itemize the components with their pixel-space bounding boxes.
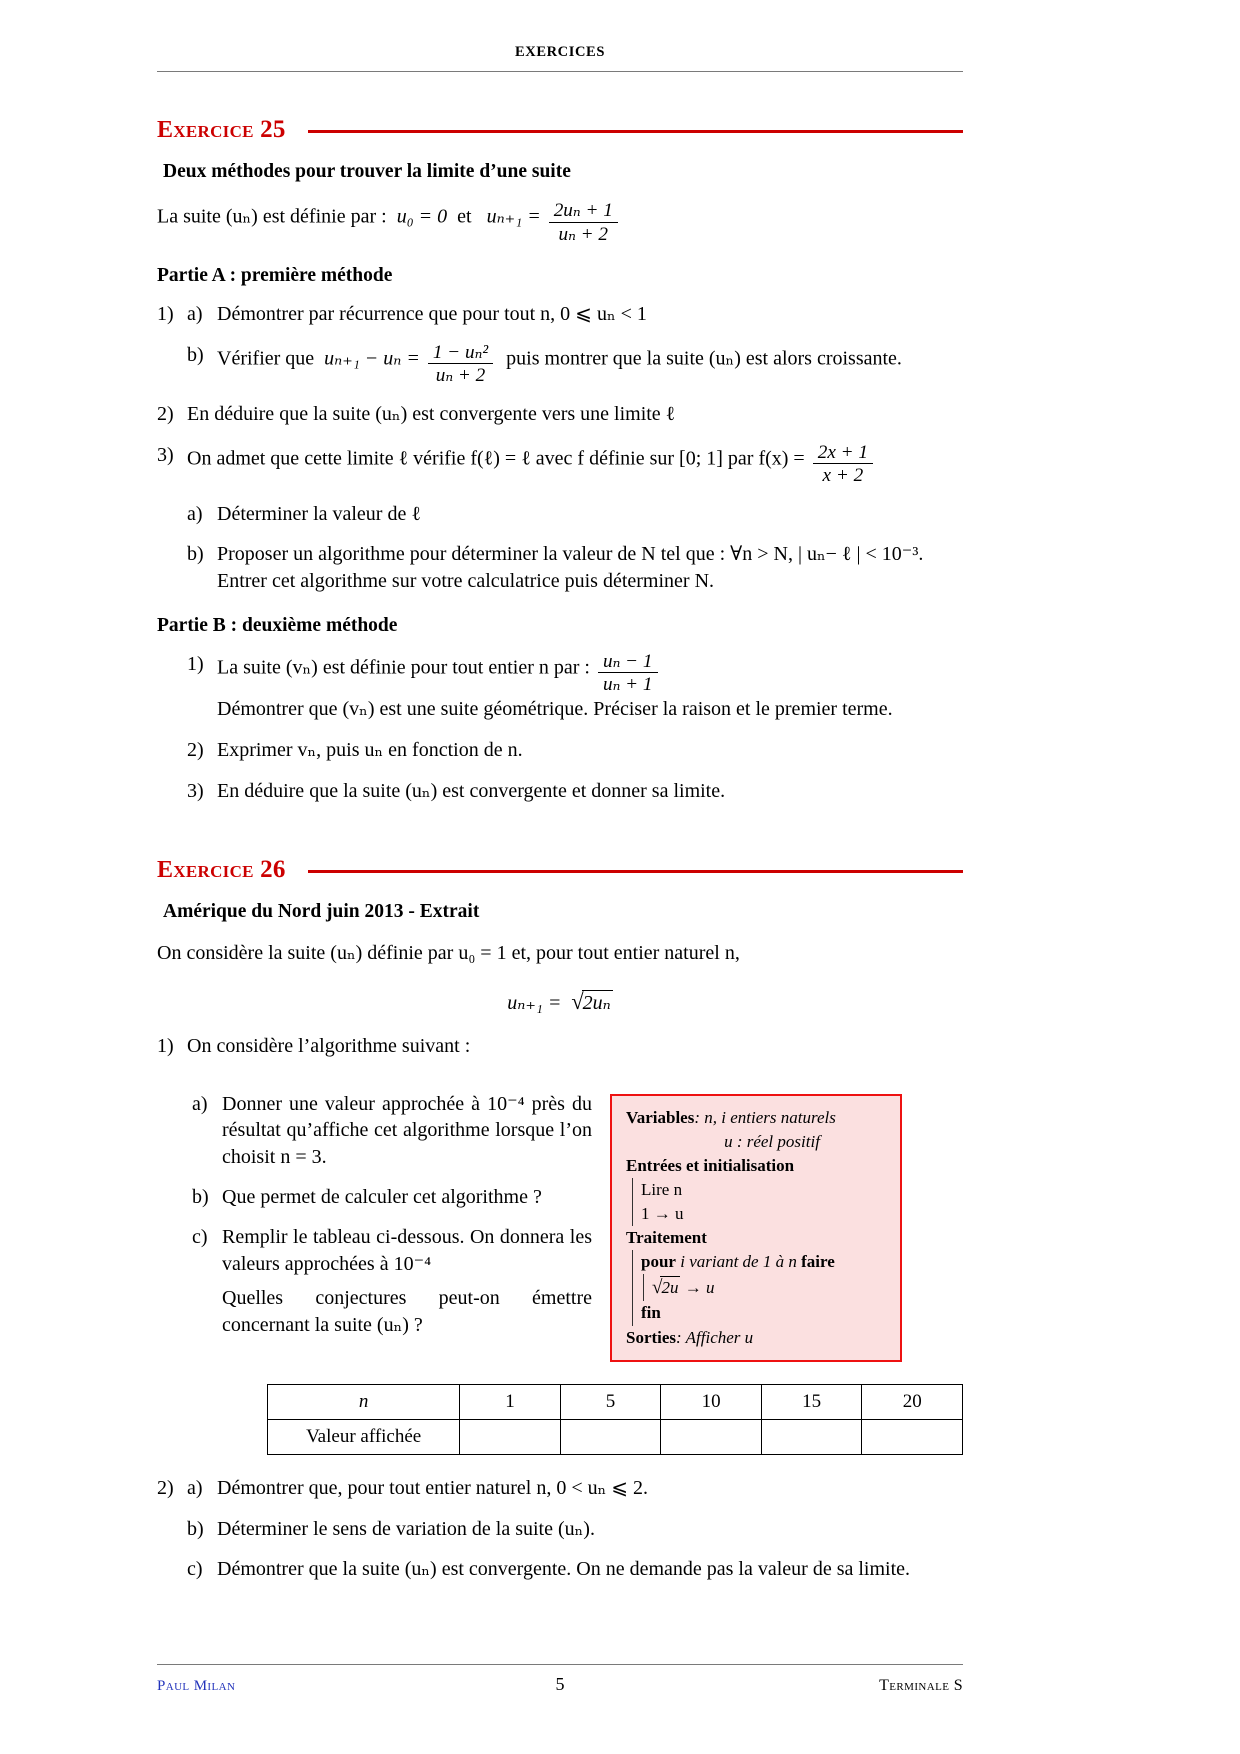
exercise-26-q1c-line2: Quelles conjectures peut-on émettre concernant la suite (uₙ) ? [222,1287,592,1337]
table-header-col-4: 20 [862,1384,963,1419]
part-b-q1 [187,651,963,723]
exercise-25-definition [157,200,963,245]
algorithm-sorties-value: : Afficher u [676,1327,754,1347]
table-header-col-0: 1 [460,1384,561,1419]
part-a-q1b [187,342,963,387]
exercise-26-q1a-text: Donner une valeur approchée à 10⁻⁴ près du résultat qu’affiche cet algorithme lorsque l’on choisit n = 3. [222,1092,592,1169]
footer-page-number: 5 [555,1674,565,1694]
part-a-q2 [157,401,963,428]
part-a-q3-fraction-denominator: x + 2 [813,463,873,487]
page-content [157,0,963,1583]
values-table [267,1384,963,1455]
table-header-col-2: 10 [661,1384,762,1419]
part-b-q1-line1 [217,651,963,696]
part-b-q1-text: La suite (vₙ) est définie pour tout entier n par : [217,656,590,679]
table-cell-2[interactable] [661,1419,762,1454]
algorithm-sorties-line [626,1326,888,1350]
exercise-26-title [157,856,286,884]
part-b-q1-fraction-numerator: uₙ − 1 [602,650,653,672]
table-row-header [268,1384,963,1419]
algorithm-traitement-block [626,1250,888,1325]
footer-class: Terminale S [879,1677,964,1694]
part-a-q3a [187,501,963,528]
exercise-26-q1b-text: Que permet de calculer cet algorithme ? [222,1185,542,1208]
exercise-26-q1c-marker: c) [192,1225,208,1248]
part-a-title: Partie A : première méthode [157,265,393,286]
part-b-q3 [187,778,963,805]
exercise-26-q2a-text: Démontrer que, pour tout entier naturel n, 0 < uₙ ⩽ 2. [217,1476,649,1499]
exercise-26-q2 [157,1475,963,1502]
exercise-26-header [157,856,963,884]
exercise-26-label: Exercice [157,857,254,884]
part-a-q2-text: En déduire que la suite (uₙ) est convergente vers une limite ℓ [187,402,676,425]
algorithm-entrees-line2: 1 → u [641,1204,684,1224]
exercise-26-q2c [187,1556,963,1583]
table-row-values [268,1419,963,1454]
part-b-q2-text: Exprimer vₙ, puis uₙ en fonction de n. [217,738,523,761]
table-header-col-1: 5 [560,1384,661,1419]
algorithm-entrees-label: Entrées et initialisation [626,1155,795,1175]
part-a-q3b-line2: Entrer cet algorithme sur votre calculatrice puis déterminer N. [217,570,715,593]
part-a-q3-marker: 3) [157,443,174,466]
algorithm-indent-bar-3-icon [643,1274,644,1301]
definition-u0: u₀ = 0 [396,205,448,228]
algorithm-traitement-line1-rest: i variant de 1 à n faire [680,1252,835,1272]
algorithm-loop-body [641,1274,835,1301]
part-a-q1a-marker: a) [187,303,203,325]
exercise-26-display-equation [157,989,963,1015]
algorithm-indent-bar-icon [632,1178,633,1226]
definition-fraction-denominator: uₙ + 2 [549,222,618,246]
part-a-q3b [187,541,963,595]
exercise-26-q1c-line1: Remplir le tableau ci-dessous. On donnera les valeurs approchées à 10⁻⁴ [222,1225,592,1275]
running-head: EXERCICES [514,44,605,60]
part-a-q3a-marker: a) [187,502,203,525]
part-a-q1b-fraction [428,342,493,387]
exercise-26-q1b [192,1184,592,1211]
footer-row [157,1665,963,1695]
header-rule [157,71,963,72]
exercise-25-header [157,116,963,144]
exercise-26-q2b-text: Déterminer le sens de variation de la suite (uₙ). [217,1517,595,1540]
part-b-q1-line2: Démontrer que (vₙ) est une suite géométrique. Préciser la raison et le premier terme. [217,697,893,720]
part-b-q1-fraction [598,651,658,696]
definition-text: La suite (uₙ) est définie par : [157,205,387,228]
exercise-26-q1c-body [222,1224,592,1339]
algorithm-variables-label: Variables [626,1107,695,1127]
algorithm-box [610,1094,902,1362]
algorithm-sorties-label: Sorties [626,1327,677,1347]
exercise-26-q2c-text: Démontrer que la suite (uₙ) est convergente. On ne demande pas la valeur de sa limite. [217,1558,911,1581]
part-a-q1b-text-before: Vérifier que [217,347,315,370]
algorithm-entrees-lines [641,1178,684,1226]
algorithm-sqrt-arg: 2u [661,1278,679,1298]
algorithm-fin-label: fin [641,1303,661,1323]
exercise-25-number: 25 [260,116,286,143]
algorithm-traitement-line1 [641,1250,835,1274]
exercise-26-questions-column [192,1078,592,1339]
table-header-n: n [268,1384,460,1419]
part-a-q1-marker: 1) [157,303,174,325]
part-a-q3b-marker: b) [187,543,204,566]
part-a-q3-text: On admet que cette limite ℓ vérifie f(ℓ) = ℓ avec f définie sur [0; 1] par f(x) = [187,447,805,470]
table-cell-1[interactable] [560,1419,661,1454]
definition-fraction [549,200,618,245]
exercise-26-algorithm-column [610,1078,963,1362]
display-equation-lhs: uₙ₊₁ = [507,991,562,1014]
page-footer [157,1664,963,1695]
exercise-26-q1-text: On considère l’algorithme suivant : [187,1034,471,1057]
exercise-26-q2b [187,1516,963,1543]
algorithm-entrees-line1: Lire n [641,1179,683,1199]
footer-author: Paul Milan [157,1678,236,1694]
part-a-q1b-marker: b) [187,343,204,366]
part-b-q2-marker: 2) [187,738,204,761]
algorithm-variables-line2 [626,1130,888,1154]
part-a-q3 [157,442,963,487]
exercise-25-rule [308,130,963,133]
exercise-26-number: 26 [260,856,286,884]
part-a-q1a-text: Démontrer par récurrence que pour tout n, 0 ⩽ uₙ < 1 [217,303,647,325]
exercise-26-q1b-marker: b) [192,1185,209,1208]
algorithm-indent-bar-2-icon [632,1250,633,1325]
sqrt-icon-2: √2u [652,1277,679,1299]
table-cell-4[interactable] [862,1419,963,1454]
exercise-25-title [157,116,286,144]
algorithm-traitement-line2-rest: → u [684,1278,715,1298]
exercise-26-q2-marker: 2) [157,1476,174,1499]
part-a-q1b-body [217,342,963,387]
part-a-q1b-lhs: uₙ₊₁ − uₙ = [324,347,420,370]
table-cell-3[interactable] [761,1419,862,1454]
part-a-q3b-line1: Proposer un algorithme pour déterminer la valeur de N tel que : ∀n > N, | uₙ− ℓ | < 10⁻³. [217,543,924,566]
part-b-q3-text: En déduire que la suite (uₙ) est convergente et donner sa limite. [217,779,726,802]
part-b-q1-body [217,651,963,723]
table-cell-0[interactable] [460,1419,561,1454]
exercise-26-q2c-marker: c) [187,1558,203,1581]
algorithm-variables-line [626,1106,888,1130]
part-b-q2 [187,737,963,764]
algorithm-traitement-lines [641,1250,835,1325]
exercise-26-intro: On considère la suite (uₙ) définie par u₀ = 1 et, pour tout entier naturel n, [157,942,740,965]
exercise-26-q2a-marker: a) [187,1476,203,1499]
exercise-25-subtitle: Deux méthodes pour trouver la limite d’une suite [163,161,571,182]
table-header-col-3: 15 [761,1384,862,1419]
algorithm-pour-keyword: pour [641,1252,676,1272]
definition-fraction-numerator: 2uₙ + 1 [553,200,613,221]
exercise-26-q1c [192,1224,592,1339]
definition-et: et [457,205,472,228]
definition-recurrence-lhs: uₙ₊₁ = [486,205,541,228]
display-equation-sqrt-arg: 2uₙ [582,991,611,1014]
exercise-25-label: Exercice [157,117,254,143]
part-a-q2-marker: 2) [157,402,174,425]
part-b-q1-fraction-denominator: uₙ + 1 [598,672,658,696]
part-b-title: Partie B : deuxième méthode [157,614,398,636]
part-a-q1b-fraction-numerator: 1 − uₙ² [432,341,489,363]
table-row-label: Valeur affichée [268,1419,460,1454]
exercise-26-columns [157,1078,963,1362]
part-a-q3-fraction [813,442,873,487]
part-a-q3a-text: Déterminer la valeur de ℓ [217,502,421,525]
part-a-q3-fraction-numerator: 2x + 1 [817,441,868,463]
exercise-26-rule [308,870,963,873]
exercise-26-subtitle: Amérique du Nord juin 2013 - Extrait [163,901,480,923]
part-b-q1-marker: 1) [187,652,204,675]
exercise-26-q1a [192,1091,592,1171]
algorithm-entrees-block [626,1178,888,1226]
part-a-q1b-fraction-denominator: uₙ + 2 [428,363,493,387]
exercise-26-q1-marker: 1) [157,1034,174,1057]
part-a-q3-body [187,442,963,487]
algorithm-traitement-label: Traitement [626,1228,707,1248]
part-b-q3-marker: 3) [187,779,204,802]
part-a-q3b-body [217,541,963,595]
algorithm-traitement-line2 [652,1274,714,1301]
exercise-26-q1 [157,1033,963,1060]
sqrt-icon: √2uₙ [571,988,611,1014]
algorithm-variables-value: : n, i entiers naturels [694,1107,836,1127]
exercise-26-q1a-marker: a) [192,1092,208,1115]
exercise-26-q2b-marker: b) [187,1517,204,1540]
algorithm-variables-value2: u : réel positif [724,1131,820,1151]
part-a-q1 [157,301,963,328]
part-a-q1b-text-after: puis montrer que la suite (uₙ) est alors croissante. [506,347,902,370]
